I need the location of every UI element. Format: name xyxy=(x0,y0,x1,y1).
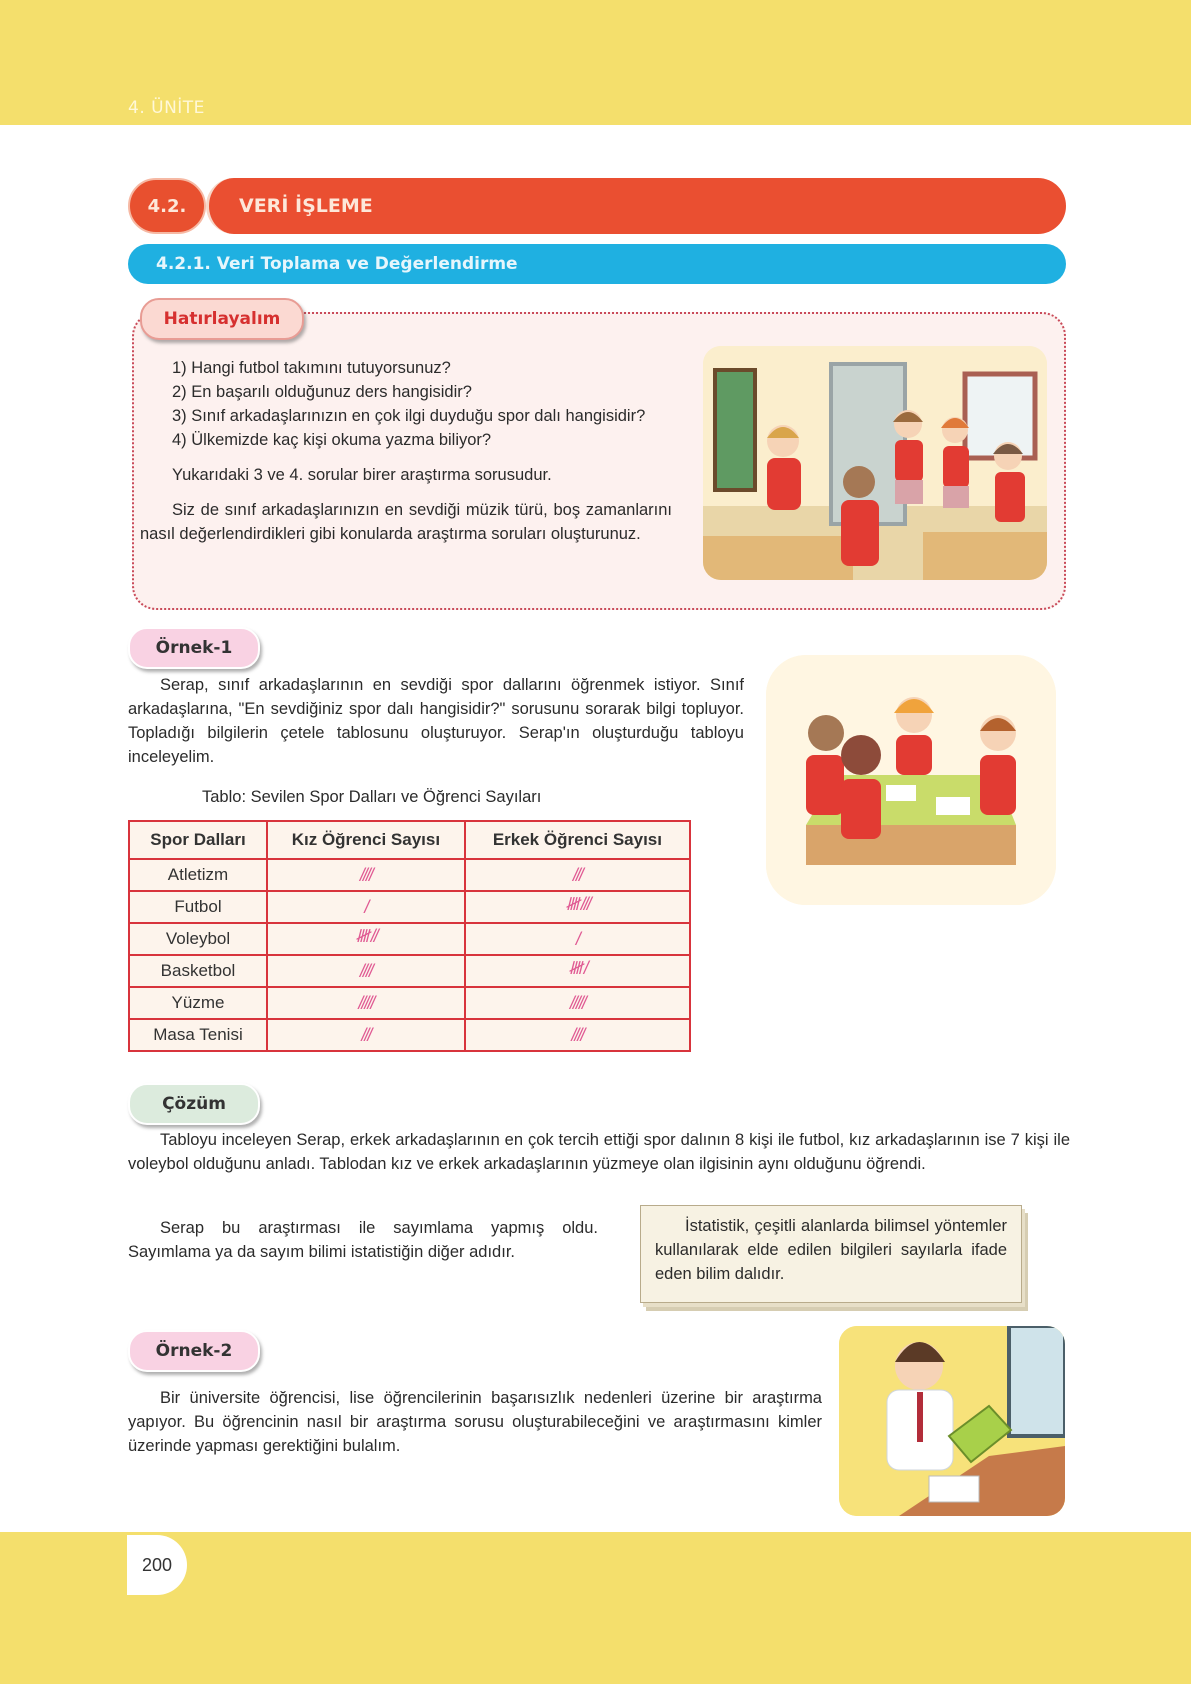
tally-marks: ///// xyxy=(358,992,374,1013)
tally-marks: //// xyxy=(571,1024,584,1045)
tally-marks: //// xyxy=(359,960,372,981)
example1-paragraph: Serap, sınıf arkadaşlarının en sevdiği spor dallarını öğrenmek istiyor. Sınıf arkadaşlarına, "En sevdiğiniz spor dalı hangisidir?" sorusunu sorarak bilgi topluyor. Topladığı bilgilerin çetele tablosunu oluşturuyor. Serap'ın oluşturduğu tabloyu inceleyelim. xyxy=(128,676,744,766)
table-header-row xyxy=(129,821,690,859)
question-1: 1) Hangi futbol takımını tutuyorsunuz? xyxy=(172,359,451,377)
table-caption: Tablo: Sevilen Spor Dalları ve Öğrenci Sayıları xyxy=(202,788,542,806)
student-with-clipboard-icon xyxy=(839,1326,1065,1516)
sport-name: Atletizm xyxy=(129,859,267,891)
tally-marks: 𝍸 /// xyxy=(565,894,590,914)
classroom-scene-icon xyxy=(703,346,1047,580)
column-header-boys: Erkek Öğrenci Sayısı xyxy=(465,821,690,859)
remember-label: Hatırlayalım xyxy=(140,298,304,340)
boys-tally xyxy=(465,1019,690,1051)
boys-tally xyxy=(465,923,690,955)
sport-name: Masa Tenisi xyxy=(129,1019,267,1051)
table-row xyxy=(129,859,690,891)
remember-task: Siz de sınıf arkadaşlarınızın en sevdiği müzik türü, boş zamanlarını nasıl değerlendirdikleri gibi konularda araştırma soruları oluşturunuz. xyxy=(140,501,672,543)
sport-name: Futbol xyxy=(129,891,267,923)
sport-name: Voleybol xyxy=(129,923,267,955)
table-row xyxy=(129,987,690,1019)
tally-marks: /// xyxy=(572,864,582,885)
girls-tally xyxy=(267,987,465,1019)
remember-text xyxy=(140,356,672,546)
girls-tally xyxy=(267,859,465,891)
question-4: 4) Ülkemizde kaç kişi okuma yazma biliyor? xyxy=(172,431,492,449)
sport-name: Yüzme xyxy=(129,987,267,1019)
group-table-scene-icon xyxy=(766,655,1056,905)
tally-marks: //// xyxy=(359,864,372,885)
example1-label: Örnek-1 xyxy=(128,627,260,669)
question-3: 3) Sınıf arkadaşlarınızın en çok ilgi duyduğu spor dalı hangisidir? xyxy=(172,407,646,425)
column-header-sport: Spor Dalları xyxy=(129,821,267,859)
table-row xyxy=(129,1019,690,1051)
solution-text xyxy=(128,1128,1070,1176)
column-header-girls: Kız Öğrenci Sayısı xyxy=(267,821,465,859)
definition-text: İstatistik, çeşitli alanlarda bilimsel yöntemler kullanılarak elde edilen bilgileri sayılarla ifade eden bilim dalıdır. xyxy=(655,1217,1007,1283)
boys-tally xyxy=(465,955,690,987)
girls-tally xyxy=(267,923,465,955)
example2-paragraph: Bir üniversite öğrencisi, lise öğrencilerinin başarısızlık nedenleri üzerine bir araştırma yapıyor. Bu öğrencinin nasıl bir araştırma sorusu oluşturabileceğini ve araştırmasını kimler üzerinde yapması gerektiğini bulalım. xyxy=(128,1389,822,1455)
boys-tally xyxy=(465,987,690,1019)
tally-marks: 𝍸 / xyxy=(568,958,587,978)
solution-paragraph: Tabloyu inceleyen Serap, erkek arkadaşlarının en çok tercih ettiği spor dalının 8 kişi ile futbol, kız arkadaşlarının ise 7 kişi ile voleybol olduğunu anladı. Tablodan kız ve erkek arkadaşlarının yüzmeye olan ilgisinin aynı olduğunu öğrendi. xyxy=(128,1131,1070,1173)
counting-text xyxy=(128,1216,598,1264)
question-2: 2) En başarılı olduğunuz ders hangisidir? xyxy=(172,383,472,401)
solution-label: Çözüm xyxy=(128,1083,260,1125)
example2-label: Örnek-2 xyxy=(128,1330,260,1372)
example1-text xyxy=(128,673,744,769)
tally-marks: / xyxy=(575,928,579,949)
section-header xyxy=(128,178,1066,234)
girls-tally xyxy=(267,891,465,923)
tally-marks: 𝍸 // xyxy=(355,926,377,946)
subsection-title: 4.2.1. Veri Toplama ve Değerlendirme xyxy=(128,244,1066,284)
page-number: 200 xyxy=(127,1535,187,1595)
university-student-illustration xyxy=(839,1326,1065,1516)
boys-tally xyxy=(465,891,690,923)
section-title: VERİ İŞLEME xyxy=(206,178,1066,234)
table-row xyxy=(129,891,690,923)
tally-marks: / xyxy=(364,896,368,917)
example2-text xyxy=(128,1386,822,1458)
sport-name: Basketbol xyxy=(129,955,267,987)
unit-label: 4. ÜNİTE xyxy=(128,98,205,118)
girls-tally xyxy=(267,1019,465,1051)
tally-table xyxy=(128,820,691,1052)
remember-note: Yukarıdaki 3 ve 4. sorular birer araştırma sorusudur. xyxy=(172,466,552,484)
table-row xyxy=(129,923,690,955)
counting-paragraph: Serap bu araştırması ile sayımlama yapmış oldu. Sayımlama ya da sayım bilimi istatistiğin diğer adıdır. xyxy=(128,1219,598,1261)
classroom-illustration xyxy=(703,346,1047,580)
girls-tally xyxy=(267,955,465,987)
definition-note xyxy=(640,1205,1022,1303)
table-row xyxy=(129,955,690,987)
tally-marks: ///// xyxy=(569,992,585,1013)
group-study-illustration xyxy=(766,655,1056,905)
boys-tally xyxy=(465,859,690,891)
section-number: 4.2. xyxy=(128,178,206,234)
tally-marks: /// xyxy=(361,1024,371,1045)
